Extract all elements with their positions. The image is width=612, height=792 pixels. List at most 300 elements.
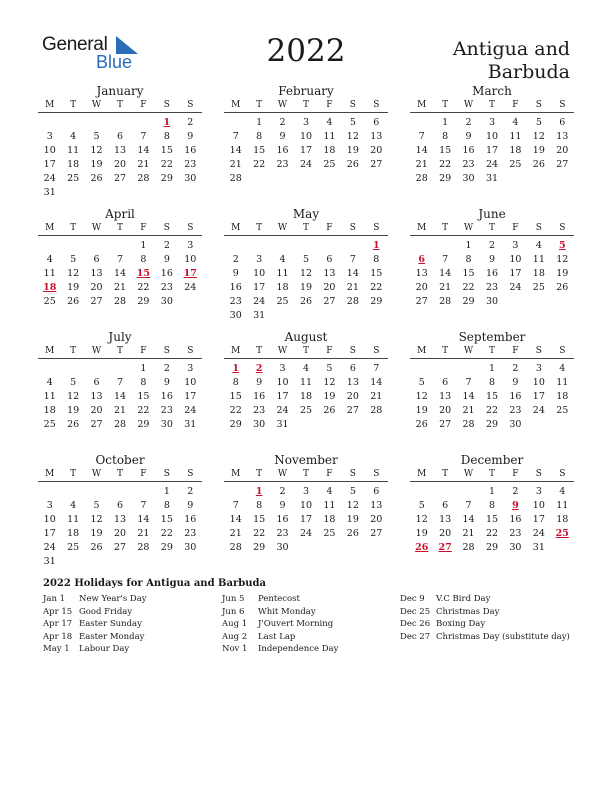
day-cell: 20 bbox=[370, 145, 383, 156]
month-february bbox=[224, 84, 388, 186]
day-cell: 16 bbox=[509, 514, 522, 525]
weekday-label: M bbox=[45, 469, 55, 479]
empty-day-cell bbox=[410, 362, 433, 376]
day-cell: 19 bbox=[346, 145, 359, 156]
day-cell: 29 bbox=[160, 542, 173, 553]
holiday-day-cell: 1 bbox=[255, 486, 263, 497]
day-cell: 16 bbox=[160, 391, 173, 402]
month-name: December bbox=[460, 453, 524, 467]
day-cell: 22 bbox=[253, 528, 266, 539]
day-cell: 30 bbox=[184, 173, 197, 184]
holiday-entry bbox=[222, 643, 338, 656]
day-cell: 15 bbox=[370, 268, 383, 279]
weekday-header bbox=[224, 345, 388, 359]
day-cell: 13 bbox=[415, 268, 428, 279]
holiday-date: Jun 5 bbox=[222, 594, 245, 604]
day-cell: 2 bbox=[512, 486, 519, 497]
day-cell: 15 bbox=[253, 145, 266, 156]
empty-day-cell bbox=[61, 239, 84, 253]
day-cell: 30 bbox=[509, 542, 522, 553]
month-name: August bbox=[284, 330, 328, 344]
day-cell: 8 bbox=[163, 500, 170, 511]
holiday-date: Dec 9 bbox=[400, 594, 425, 604]
weekday-header bbox=[224, 468, 388, 482]
day-cell: 3 bbox=[187, 363, 194, 374]
empty-day-cell bbox=[61, 116, 84, 130]
day-cell: 15 bbox=[160, 514, 173, 525]
holiday-name: Pentecost bbox=[258, 594, 300, 604]
day-cell: 10 bbox=[532, 500, 545, 511]
weekday-label: S bbox=[349, 346, 356, 356]
month-name: September bbox=[458, 330, 526, 344]
day-cell: 18 bbox=[67, 159, 80, 170]
day-cell: 16 bbox=[184, 514, 197, 525]
day-cell: 28 bbox=[137, 173, 150, 184]
holiday-date: Dec 25 bbox=[400, 606, 431, 617]
day-cell: 15 bbox=[485, 514, 499, 525]
day-cell: 7 bbox=[232, 500, 239, 511]
day-cell: 2 bbox=[163, 240, 170, 251]
day-cell: 22 bbox=[439, 159, 452, 170]
day-cell: 23 bbox=[253, 405, 266, 416]
day-cell: 28 bbox=[113, 419, 127, 430]
day-cell: 12 bbox=[90, 145, 103, 156]
day-cell: 24 bbox=[299, 528, 313, 539]
month-name: April bbox=[105, 207, 135, 221]
day-cell: 22 bbox=[253, 159, 266, 170]
day-cell: 30 bbox=[485, 296, 499, 307]
day-cell: 11 bbox=[509, 131, 522, 142]
weekday-label: T bbox=[302, 100, 309, 110]
day-cell: 4 bbox=[559, 363, 566, 374]
day-cell: 24 bbox=[509, 282, 522, 293]
day-cell: 18 bbox=[556, 514, 569, 525]
month-name: May bbox=[292, 207, 320, 221]
weekday-label: S bbox=[535, 469, 542, 479]
day-cell: 12 bbox=[299, 268, 313, 279]
weekday-label: S bbox=[163, 223, 170, 233]
day-cell: 23 bbox=[184, 528, 197, 539]
day-cell: 11 bbox=[67, 145, 80, 156]
weekday-label: S bbox=[163, 100, 170, 110]
day-grid bbox=[224, 362, 388, 432]
day-cell: 7 bbox=[442, 254, 449, 265]
day-cell: 14 bbox=[113, 391, 127, 402]
day-cell: 7 bbox=[465, 377, 472, 388]
holiday-entry bbox=[222, 631, 338, 644]
day-cell: 13 bbox=[323, 268, 336, 279]
weekday-label: S bbox=[373, 469, 380, 479]
day-cell: 2 bbox=[187, 486, 194, 497]
empty-day-cell bbox=[61, 362, 84, 376]
day-cell: 9 bbox=[512, 377, 519, 388]
day-cell: 19 bbox=[415, 528, 428, 539]
day-cell: 17 bbox=[532, 514, 545, 525]
month-name: October bbox=[95, 453, 145, 467]
day-cell: 28 bbox=[370, 405, 383, 416]
weekday-label: M bbox=[45, 100, 55, 110]
weekday-label: F bbox=[326, 100, 333, 110]
day-cell: 2 bbox=[279, 486, 286, 497]
holiday-entry bbox=[43, 643, 147, 656]
day-cell: 20 bbox=[113, 528, 127, 539]
day-cell: 20 bbox=[556, 145, 569, 156]
holiday-name: Easter Sunday bbox=[79, 619, 142, 629]
day-cell: 4 bbox=[46, 377, 53, 388]
day-cell: 8 bbox=[256, 131, 263, 142]
weekday-label: S bbox=[187, 346, 194, 356]
empty-day-cell bbox=[132, 485, 155, 499]
empty-day-cell bbox=[85, 116, 108, 130]
holiday-date: Apr 17 bbox=[43, 619, 73, 629]
day-cell: 31 bbox=[43, 556, 56, 567]
weekday-label: T bbox=[302, 223, 309, 233]
day-cell: 16 bbox=[276, 145, 289, 156]
day-cell: 6 bbox=[442, 500, 449, 511]
weekday-label: F bbox=[140, 346, 147, 356]
day-cell: 28 bbox=[137, 542, 150, 553]
day-cell: 6 bbox=[442, 377, 449, 388]
day-cell: 19 bbox=[299, 282, 313, 293]
day-cell: 29 bbox=[137, 419, 150, 430]
month-august bbox=[224, 330, 388, 432]
weekday-label: M bbox=[417, 100, 427, 110]
day-cell: 9 bbox=[279, 500, 286, 511]
day-cell: 9 bbox=[163, 254, 170, 265]
weekday-label: W bbox=[91, 100, 102, 110]
weekday-label: T bbox=[70, 346, 77, 356]
holiday-date: Nov 1 bbox=[222, 644, 248, 654]
weekday-label: F bbox=[326, 346, 333, 356]
day-cell: 15 bbox=[439, 145, 452, 156]
empty-day-cell bbox=[410, 485, 433, 499]
day-cell: 24 bbox=[43, 542, 56, 553]
day-cell: 6 bbox=[559, 117, 566, 128]
weekday-header bbox=[224, 222, 388, 236]
day-cell: 10 bbox=[485, 131, 499, 142]
weekday-label: S bbox=[373, 100, 380, 110]
day-cell: 14 bbox=[113, 268, 127, 279]
day-cell: 26 bbox=[346, 528, 359, 539]
weekday-label: M bbox=[231, 469, 241, 479]
day-cell: 10 bbox=[43, 145, 56, 156]
month-september bbox=[410, 330, 574, 432]
day-cell: 8 bbox=[140, 377, 147, 388]
day-cell: 5 bbox=[418, 500, 425, 511]
weekday-label: F bbox=[512, 346, 519, 356]
day-cell: 5 bbox=[70, 377, 77, 388]
day-cell: 20 bbox=[346, 391, 359, 402]
weekday-label: T bbox=[116, 346, 123, 356]
empty-day-cell bbox=[108, 485, 131, 499]
day-cell: 8 bbox=[488, 377, 496, 388]
day-cell: 11 bbox=[532, 254, 545, 265]
weekday-label: T bbox=[302, 469, 309, 479]
day-cell: 27 bbox=[556, 159, 569, 170]
day-cell: 18 bbox=[299, 391, 313, 402]
day-cell: 22 bbox=[229, 405, 242, 416]
day-cell: 19 bbox=[415, 405, 428, 416]
day-cell: 11 bbox=[67, 514, 80, 525]
day-cell: 17 bbox=[509, 268, 522, 279]
day-cell: 11 bbox=[556, 500, 569, 511]
day-cell: 3 bbox=[256, 254, 263, 265]
weekday-label: S bbox=[349, 223, 356, 233]
weekday-label: S bbox=[535, 223, 542, 233]
empty-day-cell bbox=[38, 485, 61, 499]
day-cell: 14 bbox=[415, 145, 428, 156]
day-grid bbox=[38, 239, 202, 309]
month-november bbox=[224, 453, 388, 555]
day-cell: 17 bbox=[299, 145, 313, 156]
holiday-date: Aug 2 bbox=[222, 631, 248, 642]
weekday-label: S bbox=[349, 100, 356, 110]
weekday-label: T bbox=[256, 223, 263, 233]
day-cell: 29 bbox=[253, 542, 266, 553]
day-cell: 3 bbox=[46, 131, 53, 142]
day-cell: 10 bbox=[184, 377, 197, 388]
weekday-label: S bbox=[535, 346, 542, 356]
day-cell: 16 bbox=[485, 268, 499, 279]
weekday-label: F bbox=[512, 223, 519, 233]
weekday-label: M bbox=[417, 346, 427, 356]
day-grid bbox=[38, 485, 202, 569]
weekday-label: T bbox=[488, 469, 495, 479]
weekday-label: M bbox=[45, 346, 55, 356]
day-cell: 10 bbox=[299, 131, 313, 142]
weekday-label: W bbox=[91, 469, 102, 479]
day-cell: 20 bbox=[439, 405, 452, 416]
day-cell: 28 bbox=[113, 296, 127, 307]
weekday-header bbox=[38, 468, 202, 482]
empty-day-cell bbox=[318, 239, 341, 253]
day-cell: 14 bbox=[346, 268, 359, 279]
holiday-entry bbox=[400, 606, 570, 619]
day-cell: 26 bbox=[299, 296, 313, 307]
day-cell: 8 bbox=[465, 254, 472, 265]
day-cell: 3 bbox=[488, 117, 496, 128]
empty-day-cell bbox=[294, 239, 317, 253]
weekday-label: F bbox=[140, 223, 147, 233]
weekday-label: S bbox=[373, 223, 380, 233]
holiday-name: New Year's Day bbox=[79, 594, 147, 604]
country-title-line-2: Barbuda bbox=[487, 61, 570, 83]
day-cell: 25 bbox=[43, 296, 56, 307]
day-cell: 27 bbox=[370, 528, 383, 539]
day-cell: 16 bbox=[509, 391, 522, 402]
day-cell: 31 bbox=[532, 542, 545, 553]
day-cell: 5 bbox=[418, 377, 425, 388]
day-cell: 26 bbox=[90, 173, 103, 184]
day-cell: 30 bbox=[276, 542, 289, 553]
day-cell: 3 bbox=[512, 240, 519, 251]
day-cell: 24 bbox=[532, 405, 545, 416]
day-cell: 16 bbox=[276, 514, 289, 525]
weekday-label: S bbox=[187, 100, 194, 110]
empty-day-cell bbox=[85, 362, 108, 376]
holiday-entry bbox=[400, 631, 570, 644]
day-cell: 16 bbox=[253, 391, 266, 402]
weekday-label: S bbox=[559, 100, 566, 110]
day-cell: 25 bbox=[509, 159, 522, 170]
day-cell: 15 bbox=[229, 391, 242, 402]
weekday-label: F bbox=[140, 100, 147, 110]
day-cell: 4 bbox=[70, 500, 77, 511]
day-cell: 29 bbox=[462, 296, 475, 307]
weekday-label: T bbox=[488, 223, 495, 233]
day-cell: 29 bbox=[439, 173, 452, 184]
empty-day-cell bbox=[271, 239, 294, 253]
holiday-day-cell: 17 bbox=[183, 268, 197, 279]
weekday-label: F bbox=[326, 223, 333, 233]
day-cell: 7 bbox=[465, 500, 472, 511]
day-cell: 17 bbox=[43, 528, 56, 539]
holiday-name: Last Lap bbox=[258, 631, 296, 642]
weekday-header bbox=[38, 345, 202, 359]
day-cell: 20 bbox=[370, 514, 383, 525]
month-january bbox=[38, 84, 202, 200]
country-title-line-1: Antigua and bbox=[452, 38, 570, 60]
holiday-name: V.C Bird Day bbox=[436, 594, 491, 604]
holiday-entry bbox=[43, 606, 147, 619]
day-cell: 1 bbox=[256, 117, 263, 128]
day-cell: 26 bbox=[67, 419, 80, 430]
day-cell: 28 bbox=[229, 542, 242, 553]
day-cell: 25 bbox=[276, 296, 289, 307]
empty-day-cell bbox=[38, 239, 61, 253]
day-cell: 26 bbox=[556, 282, 569, 293]
day-cell: 6 bbox=[93, 377, 100, 388]
day-cell: 25 bbox=[556, 405, 569, 416]
day-cell: 24 bbox=[184, 405, 197, 416]
month-october bbox=[38, 453, 202, 569]
month-name: March bbox=[472, 84, 512, 98]
day-cell: 25 bbox=[323, 159, 336, 170]
day-cell: 18 bbox=[43, 405, 56, 416]
day-cell: 10 bbox=[253, 268, 266, 279]
weekday-label: S bbox=[187, 469, 194, 479]
weekday-label: T bbox=[442, 223, 449, 233]
day-cell: 23 bbox=[160, 405, 173, 416]
day-cell: 21 bbox=[229, 528, 242, 539]
day-cell: 28 bbox=[229, 173, 242, 184]
day-grid bbox=[38, 116, 202, 200]
day-cell: 16 bbox=[462, 145, 475, 156]
day-cell: 19 bbox=[346, 514, 359, 525]
day-cell: 2 bbox=[488, 240, 496, 251]
day-cell: 24 bbox=[184, 282, 197, 293]
day-cell: 18 bbox=[556, 391, 569, 402]
day-cell: 17 bbox=[299, 514, 313, 525]
day-cell: 30 bbox=[253, 419, 266, 430]
day-cell: 5 bbox=[326, 363, 333, 374]
weekday-label: F bbox=[326, 469, 333, 479]
day-cell: 9 bbox=[465, 131, 472, 142]
day-cell: 1 bbox=[442, 117, 449, 128]
day-cell: 19 bbox=[90, 159, 103, 170]
day-cell: 19 bbox=[556, 268, 569, 279]
day-cell: 30 bbox=[229, 310, 242, 321]
day-cell: 9 bbox=[163, 377, 170, 388]
weekday-label: M bbox=[417, 223, 427, 233]
day-cell: 9 bbox=[187, 131, 194, 142]
holiday-date: May 1 bbox=[43, 644, 70, 654]
calendar-year: 2022 bbox=[266, 33, 346, 69]
holiday-name: Christmas Day (substitute day) bbox=[436, 631, 570, 642]
holiday-entry bbox=[400, 593, 570, 606]
day-cell: 4 bbox=[535, 240, 542, 251]
day-grid bbox=[224, 485, 388, 555]
day-cell: 24 bbox=[299, 159, 313, 170]
day-cell: 28 bbox=[462, 542, 475, 553]
day-cell: 27 bbox=[90, 296, 103, 307]
weekday-label: T bbox=[488, 346, 495, 356]
day-grid bbox=[410, 116, 574, 186]
empty-day-cell bbox=[410, 239, 433, 253]
day-cell: 24 bbox=[43, 173, 56, 184]
day-cell: 31 bbox=[485, 173, 499, 184]
day-cell: 23 bbox=[509, 405, 522, 416]
day-cell: 10 bbox=[43, 514, 56, 525]
day-cell: 16 bbox=[229, 282, 242, 293]
day-cell: 23 bbox=[485, 282, 499, 293]
day-cell: 14 bbox=[462, 514, 475, 525]
weekday-header bbox=[410, 99, 574, 113]
day-cell: 31 bbox=[43, 187, 56, 198]
day-cell: 5 bbox=[349, 486, 356, 497]
day-cell: 4 bbox=[559, 486, 566, 497]
day-cell: 7 bbox=[140, 131, 147, 142]
day-cell: 21 bbox=[113, 282, 127, 293]
day-cell: 2 bbox=[512, 363, 519, 374]
day-cell: 5 bbox=[302, 254, 310, 265]
day-grid bbox=[410, 485, 574, 555]
day-cell: 4 bbox=[70, 131, 77, 142]
day-cell: 13 bbox=[346, 377, 359, 388]
day-cell: 21 bbox=[137, 159, 150, 170]
weekday-label: S bbox=[163, 469, 170, 479]
day-cell: 20 bbox=[113, 159, 127, 170]
day-cell: 12 bbox=[346, 131, 359, 142]
day-cell: 21 bbox=[229, 159, 242, 170]
day-cell: 8 bbox=[373, 254, 380, 265]
day-cell: 25 bbox=[67, 542, 80, 553]
day-cell: 21 bbox=[346, 282, 359, 293]
day-grid bbox=[410, 362, 574, 432]
day-cell: 1 bbox=[140, 240, 147, 251]
day-cell: 2 bbox=[465, 117, 472, 128]
weekday-header bbox=[38, 99, 202, 113]
empty-day-cell bbox=[224, 239, 247, 253]
empty-day-cell bbox=[457, 362, 480, 376]
day-cell: 10 bbox=[299, 500, 313, 511]
day-cell: 23 bbox=[509, 528, 522, 539]
day-cell: 11 bbox=[276, 268, 289, 279]
holiday-date: Jun 6 bbox=[222, 606, 245, 617]
day-cell: 24 bbox=[276, 405, 289, 416]
day-cell: 25 bbox=[43, 419, 56, 430]
day-cell: 30 bbox=[184, 542, 197, 553]
weekday-label: M bbox=[231, 223, 241, 233]
holiday-day-cell: 18 bbox=[43, 282, 57, 293]
day-cell: 7 bbox=[373, 363, 380, 374]
weekday-label: T bbox=[70, 469, 77, 479]
day-cell: 18 bbox=[509, 145, 522, 156]
day-cell: 28 bbox=[346, 296, 359, 307]
day-cell: 2 bbox=[279, 117, 286, 128]
day-cell: 13 bbox=[556, 131, 569, 142]
day-cell: 4 bbox=[326, 486, 333, 497]
